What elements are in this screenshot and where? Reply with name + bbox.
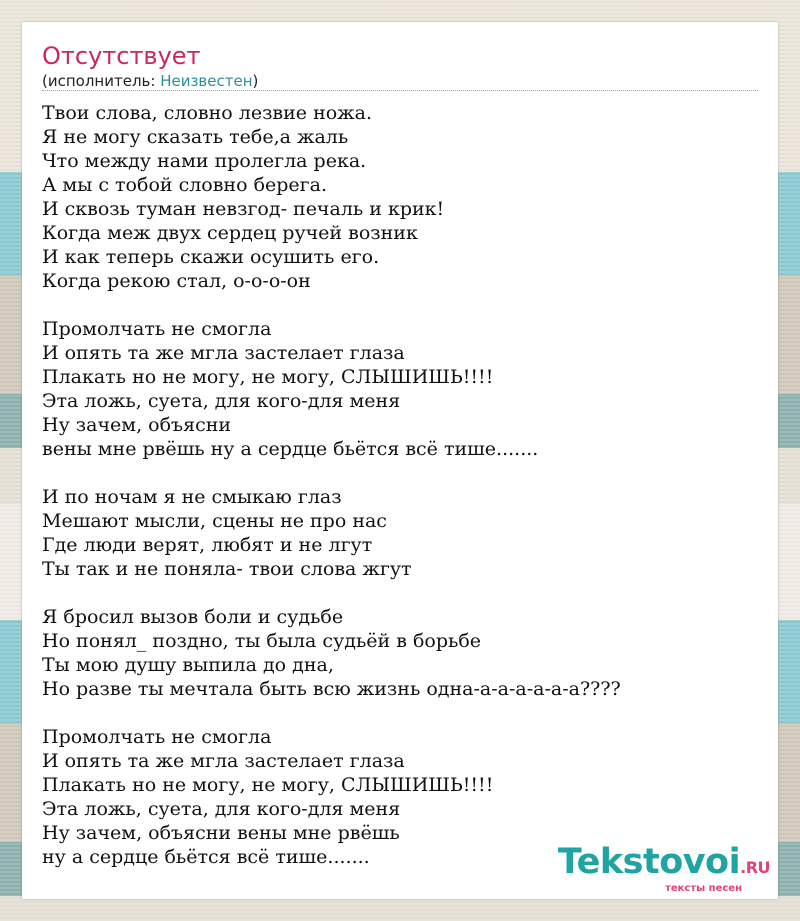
logo-subtitle: тексты песен — [665, 883, 742, 894]
artist-link[interactable]: Неизвестен — [160, 72, 253, 90]
song-title: Отсутствует — [42, 42, 201, 70]
artist-suffix: ) — [252, 72, 259, 90]
artist-prefix: (исполнитель: — [42, 72, 161, 90]
artist-line — [42, 71, 258, 91]
lyrics-card — [22, 22, 778, 899]
logo-tld: .RU — [740, 858, 770, 877]
site-logo[interactable] — [557, 842, 770, 895]
title-divider — [42, 90, 758, 91]
lyrics-text: Твои слова, словно лезвие ножа. Я не могу сказать тебе,а жаль Что между нами пролегла река. А мы с тобой словно берега. И сквозь туман невзгод- печаль и крик! Когда меж двух сердец ручей возник И как теперь скажи осушить его. Когда рекою стал, о-о-о-он Промолчать не смогла И опять та же мгла застелает глаза Плакать но не могу, не могу, СЛЫШИШЬ!!!! Эта ложь, суета, для кого-для меня Ну зачем, объясни вены мне рвёшь ну а сердце бьётся всё тише....... И по ночам я не смыкаю глаз Мешают мысли, сцены не про нас Где люди верят, любят и не лгут Ты так и не поняла- твои слова жгут Я бросил вызов боли и судьбе Но понял_ поздно, ты была судьёй в борьбе Ты мою душу выпила до дна, Но разве ты мечтала быть всю жизнь одна-а-а-а-а-а-а???? Промолчать не смогла И опять та же мгла застелает глаза Плакать но не могу, не могу, СЛЫШИШЬ!!!! Эта ложь, суета, для кого-для меня Ну зачем, объясни вены мне рвёшь ну а сердце бьётся всё тише....... — [42, 102, 621, 868]
logo-main-text: Tekstovoi — [557, 842, 741, 882]
logo-wordmark — [557, 842, 770, 885]
